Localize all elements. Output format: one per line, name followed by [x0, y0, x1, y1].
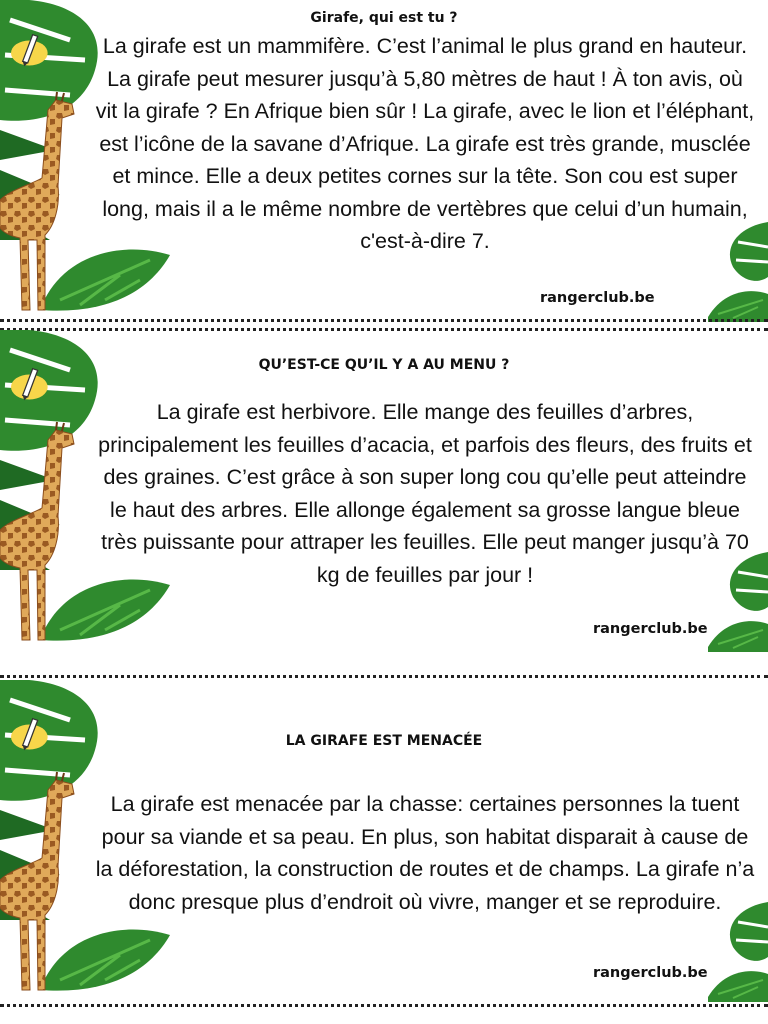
card-text: La girafe est herbivore. Elle mange des feuilles d’arbres, principalement les feuilles d’acacia, et parfois des fleurs, des fruits et des graines. C’est grâce à son super long cou qu’elle peut atteindre le haut des arbres. Elle allonge également sa grosse langue bleue très puissante pour attraper les feuilles. Elle peut manger jusqu’à 70 kg de feuilles par jour ! [98, 400, 752, 587]
info-card [0, 0, 768, 325]
separator [0, 675, 768, 678]
separator [0, 319, 768, 322]
credit-label: rangerclub.be [593, 621, 708, 637]
card-title: Girafe, qui est tu ? [310, 10, 458, 26]
card-title: LA GIRAFE EST MENACÉE [285, 733, 483, 749]
credit-label: rangerclub.be [593, 965, 708, 981]
logo-icon [6, 28, 56, 78]
info-card [0, 330, 768, 675]
card-text: La girafe est menacée par la chasse: certaines personnes la tuent pour sa viande et sa peau. En plus, son habitat disparait à cause de la déforestation, la construction de routes et de champs. La girafe n’a donc presque plus d’endroit où vivre, manger et se reproduire. [95, 792, 755, 914]
separator [0, 1004, 768, 1007]
card-text: La girafe est un mammifère. C’est l’animal le plus grand en hauteur. La girafe peut mesurer jusqu’à 5,80 mètres de haut ! À ton avis, où vit la girafe ? En Afrique bien sûr ! La girafe, avec le lion et l’éléphant, est l’icône de la savane d’Afrique. La girafe est très grande, musclée et mince. Elle a deux petites cornes sur la tête. Son cou est super long, mais il a le même nombre de vertèbres que celui d’un humain, c'est-à-dire 7. [95, 34, 755, 253]
credit-label: rangerclub.be [540, 290, 655, 306]
info-card [0, 680, 768, 1002]
card-title: QU’EST-CE QU’IL Y A AU MENU ? [258, 357, 510, 373]
